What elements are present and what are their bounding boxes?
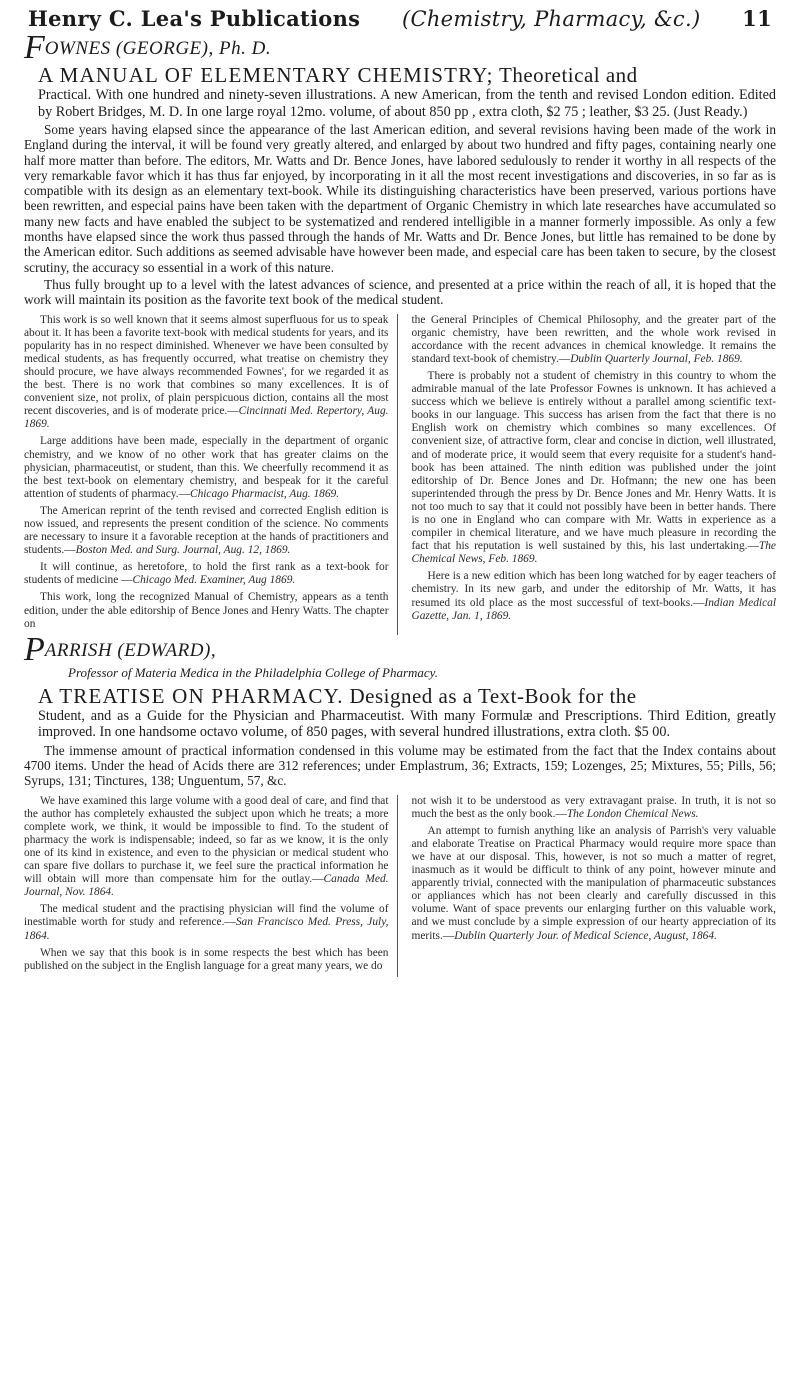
review-quote: the General Principles of Chemical Philosophy, and the greater part of the organic chemistry, have been rewritten, and the whole work revised in accordance with the recent advances in chemical knowledge. It remains the standard text-book of chemistry.—Dublin Quarterly Journal, Feb. 1869. xyxy=(411,313,776,365)
review-source: Indian Medical Gazette, Jan. 1, 1869. xyxy=(411,596,776,622)
publisher-name: Henry C. Lea's Publications xyxy=(28,6,361,31)
review-column-right xyxy=(412,314,777,635)
page xyxy=(24,6,776,977)
review-quote: An attempt to furnish anything like an analysis of Parrish's very valuable and elaborate Treatise on Practical Pharmacy would require more space than we have at our disposal. This, however, is not so much a matter of regret, inasmuch as it would be difficult to think of any point, however minute and apparently trivial, connected with the manipulation of pharmaceutic substances or appliances which has not been clearly and carefully discussed in this volume. Want of space prevents our enlarging further on this valuable work, and we must conclude by a simple expression of our hearty appreciation of its merits.—Dublin Quarterly Jour. of Medical Science, August, 1864. xyxy=(411,824,776,942)
review-column-left xyxy=(24,795,398,977)
subject-line: (Chemistry, Pharmacy, &c.) xyxy=(401,7,701,31)
page-number: 11 xyxy=(742,6,772,31)
description-paragraph: Thus fully brought up to a level with the latest advances of science, and presented at a price within the reach of all, it is hoped that the work will maintain its position as the favorite text book of the medical student. xyxy=(24,276,776,308)
review-column-right xyxy=(412,795,777,977)
author-initial: P xyxy=(24,630,45,668)
review-quote: not wish it to be understood as very extravagant praise. In truth, it is not so much the best as the only book.—The London Chemical News. xyxy=(411,794,776,820)
entry-heading xyxy=(24,630,776,668)
review-quote: Large additions have been made, especially in the department of organic chemistry, and we know of no other work that has greater claims on the physician, pharmaceutist, or student, than this. We cheerfully recommend it as the best text-book on elementary chemistry, and bespeak for it the careful attention of students of pharmacy.—Chicago Pharmacist, Aug. 1869. xyxy=(24,435,389,500)
review-columns xyxy=(24,795,776,977)
review-source: The London Chemical News. xyxy=(566,807,699,820)
review-source: Cincinnati Med. Repertory, Aug. 1869. xyxy=(24,405,389,431)
publication-details: Student, and as a Guide for the Physician and Pharmaceutist. With many Formulæ and Prescriptions. Third Edition, greatly improved. In one handsome octavo volume, of 850 pages, with several hundred illustrations, extra cloth. $5 00. xyxy=(38,707,776,741)
review-source: Canada Med. Journal, Nov. 1864. xyxy=(24,873,389,899)
review-source: San Francisco Med. Press, July, 1864. xyxy=(24,916,389,942)
review-quote: This work is so well known that it seems almost superfluous for us to speak about it. It has been a favorite text-book with medical students for years, and its popularity has in no respect diminished. Whenever we have been consulted by medical students, as has frequently occurred, what treatise on chemistry they should procure, we have always recommended Fownes', for we regarded it as the best. There is no work that combines so many excellences. It is of convenient size, not prolix, of plain perspicuous diction, contains all the most recent discoveries, and is of moderate price.—Cincinnati Med. Repertory, Aug. 1869. xyxy=(24,313,389,431)
review-source: Boston Med. and Surg. Journal, Aug. 12, 1869. xyxy=(75,544,291,557)
review-quote: We have examined this large volume with a good deal of care, and find that the author has completely exhausted the subject upon which he treats; a more complete work, we think, it would be impossible to find. To the student of pharmacy the work is indispensable; indeed, so far as we know, it is the only one of its kind in existence, and even to the physician or medical student who can spare five dollars to purchase it, we feel sure the practical information he will obtain will more than compensate him for the outlay.—Canada Med. Journal, Nov. 1864. xyxy=(24,794,389,899)
author-name: ARRISH (EDWARD), xyxy=(44,639,217,661)
review-source: Dublin Quarterly Journal, Feb. 1869. xyxy=(570,352,743,365)
work-title xyxy=(38,684,776,708)
review-quote: It will continue, as heretofore, to hold the first rank as a text-book for students of medicine —Chicago Med. Examiner, Aug 1869. xyxy=(24,561,389,587)
review-source: The Chemical News, Feb. 1869. xyxy=(411,540,776,566)
entry-heading xyxy=(24,29,776,66)
review-column-left xyxy=(24,314,398,635)
author-name: OWNES (GEORGE), Ph. D. xyxy=(44,38,272,59)
review-quote: This work, long the recognized Manual of Chemistry, appears as a tenth edition, under the able editorship of Bence Jones and Henry Watts. The chapter on xyxy=(24,591,389,630)
title-rest: Designed as a Text-Book for the xyxy=(349,683,637,708)
author-affiliation: Professor of Materia Medica in the Philadelphia College of Pharmacy. xyxy=(68,664,438,680)
review-source: Chicago Med. Examiner, Aug 1869. xyxy=(132,574,296,587)
publication-details: Practical. With one hundred and ninety-seven illustrations. A new American, from the tenth and revised London edition. Edited by Robert Bridges, M. D. In one large royal 12mo. volume, of about 850 pp , extra cloth, $2 75 ; leather, $3 25. (Just Ready.) xyxy=(38,87,776,120)
review-source: Dublin Quarterly Jour. of Medical Science, August, 1864. xyxy=(454,929,717,942)
description-paragraph: The immense amount of practical information condensed in this volume may be estimated from the fact that the Index contains about 4700 items. Under the head of Acids there are 312 references; under Emplastrum, 36; Extracts, 159; Lozenges, 25; Mixtures, 55; Pills, 56; Syrups, 131; Tinctures, 138; Unguentum, 57, &c. xyxy=(24,742,776,789)
review-quote: There is probably not a student of chemistry in this country to whom the admirable manual of the late Professor Fownes is unknown. It has achieved a success which we believe is entirely without a parallel among scientific text-books in our language. This success has arisen from the fact that there is no English work on chemistry which combines so many excellences. Of convenient size, of attractive form, clear and concise in diction, well illustrated, and of moderate price, it would seem that every requisite for a student's hand-book has been attained. The ninth edition was published under the joint editorship of Dr. Bence Jones and Dr. Hofmann; the new one has been superintended through the press by Dr. Bence Jones and Mr. Henry Watts. It is not too much to say that it could not possibly have been in better hands. There is no one in England who can compare with Mr. Watts in experience as a compiler in chemical literature, and we have much pleasure in recording the fact that his reputation is well sustained by this, his last undertaking.—The Chemical News, Feb. 1869. xyxy=(411,369,776,566)
review-quote: When we say that this book is in some respects the best which has been published on the subject in the English language for a great many years, we do xyxy=(24,946,389,972)
review-quote: The medical student and the practising physician will find the volume of inestimable worth for study and reference.—San Francisco Med. Press, July, 1864. xyxy=(24,903,389,942)
review-quote: Here is a new edition which has been long watched for by eager teachers of chemistry. In its new garb, and under the editorship of Mr. Watts, it has resumed its old place as the most successful of text-books.—Indian Medical Gazette, Jan. 1, 1869. xyxy=(411,570,776,622)
author-initial: F xyxy=(24,29,45,66)
review-source: Chicago Pharmacist, Aug. 1869. xyxy=(189,487,340,500)
entry-parrish xyxy=(24,630,776,977)
review-columns xyxy=(24,314,776,635)
entry-fownes xyxy=(24,29,776,635)
running-header xyxy=(24,6,776,33)
title-rest: Theoretical and xyxy=(499,63,638,87)
title-caps: A TREATISE ON PHARMACY. xyxy=(38,683,344,708)
review-quote: The American reprint of the tenth revised and corrected English edition is now issued, and represents the present condition of the science. No comments are necessary to insure it a favorable reception at the hands of practitioners and students.—Boston Med. and Surg. Journal, Aug. 12, 1869. xyxy=(24,504,389,557)
title-caps: A MANUAL OF ELEMENTARY CHEMISTRY; xyxy=(38,63,494,87)
work-title xyxy=(38,63,776,87)
description-paragraph: Some years having elapsed since the appearance of the last American edition, and several revisions having been made of the work in England during the interval, it will be found very greatly altered, and enlarged by about two hundred and fifty pages, containing nearly one half more matter than before. The editors, Mr. Watts and Dr. Bence Jones, have labored sedulously to render it worthy in all respects of the very remarkable favor which it has thus far enjoyed, by incorporating in it all the most recent investigations and discoveries, in so far as is compatible with its design as an elementary text-book. While its distinguishing characteristics have been preserved, various portions have been rewritten, and especial pains have been taken with the department of Organic Chemistry in which late researches have accumulated so many new facts and have enabled the subject to be systematized and rendered intelligible in a manner formerly impossible. As only a few months have elapsed since the work thus passed through the hands of Mr. Watts and Dr. Bence Jones, but little has remained to be done by the American editor. Such additions as seemed advisable have however been made, and especial care has been taken to secure, by the closest scrutiny, the accuracy so essential in a work of this nature. xyxy=(24,122,776,275)
